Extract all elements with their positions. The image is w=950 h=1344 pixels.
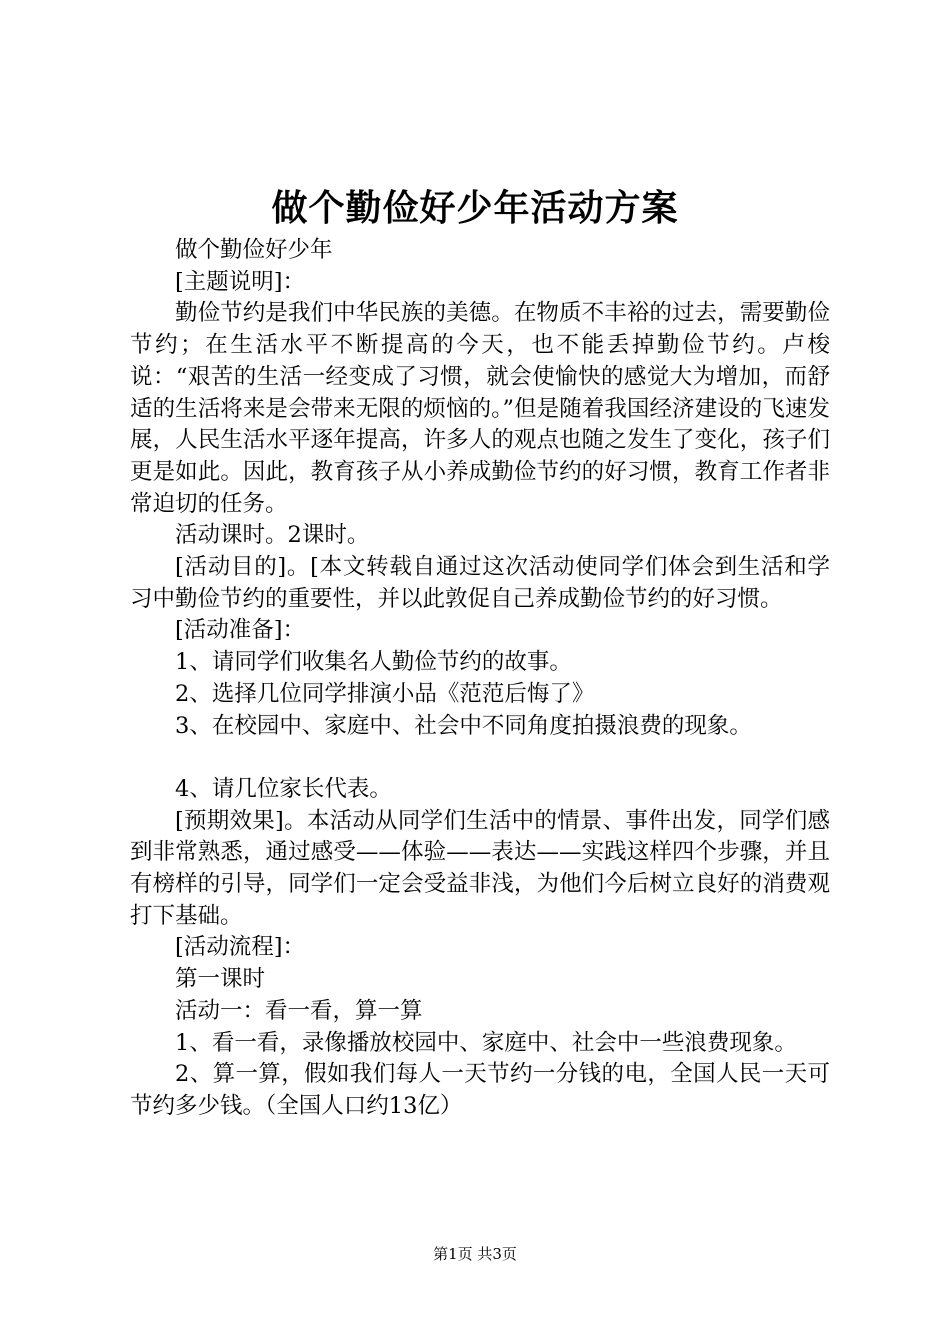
paragraph-theme-heading: [主题说明]： bbox=[175, 268, 306, 295]
paragraph-prep-item-4: 4、请几位家长代表。 bbox=[175, 775, 392, 802]
paragraph-prep-item-3: 3、在校园中、家庭中、社会中不同角度拍摄浪费的现象。 bbox=[175, 712, 752, 739]
paragraph-first-lesson: 第一课时 bbox=[175, 966, 266, 993]
paragraph-activity-step-2: 2、算一算，假如我们每人一天节约一分钱的电，全国人民一天可节约多少钱。（全国人口约13亿） bbox=[130, 1061, 830, 1119]
paragraph-class-hours: 活动课时。2课时。 bbox=[175, 522, 370, 549]
paragraph-theme-text: 勤俭节约是我们中华民族的美德。在物质不丰裕的过去，需要勤俭节约；在生活水平不断提高的今天，也不能丢掉勤俭节约。卢梭说：“艰苦的生活一经变成了习惯，就会使愉快的感觉大为增加，而舒适的生活将来是会带来无限的烦恼的。”但是随着我国经济建设的飞速发展，人民生活水平逐年提高，许多人的观点也随之发生了变化，孩子们更是如此。因此，教育孩子从小养成勤俭节约的好习惯，教育工作者非常迫切的任务。 bbox=[130, 300, 830, 517]
paragraph-prep-heading: [活动准备]： bbox=[175, 617, 306, 644]
paragraph-subtitle: 做个勤俭好少年 bbox=[175, 237, 333, 263]
paragraph-prep-item-2: 2、选择几位同学排演小品《范范后悔了》 bbox=[175, 680, 595, 707]
paragraph-purpose: [活动目的]。[本文转载自通过这次活动使同学们体会到生活和学习中勤俭节约的重要性，并以此敦促自己养成勤俭节约的好习惯。 bbox=[130, 554, 830, 612]
paragraph-prep-item-1: 1、请同学们收集名人勤俭节约的故事。 bbox=[175, 649, 572, 676]
paragraph-expected-effect: [预期效果]。本活动从同学们生活中的情景、事件出发，同学们感到非常熟悉，通过感受——体验——表达——实践这样四个步骤，并且有榜样的引导，同学们一定会受益非浅，为他们今后树立良好的消费观打下基础。 bbox=[130, 807, 830, 929]
paragraph-activity-step-1: 1、看一看，录像播放校园中、家庭中、社会中一些浪费现象。 bbox=[175, 1029, 797, 1056]
paragraph-activity-one: 活动一：看一看，算一算 bbox=[175, 997, 423, 1024]
document-body bbox=[130, 235, 830, 1123]
paragraph-flow-heading: [活动流程]： bbox=[175, 934, 306, 961]
document-title: 做个勤俭好少年活动方案 bbox=[271, 187, 679, 229]
page-footer: 第1页 共3页 bbox=[433, 1245, 517, 1263]
